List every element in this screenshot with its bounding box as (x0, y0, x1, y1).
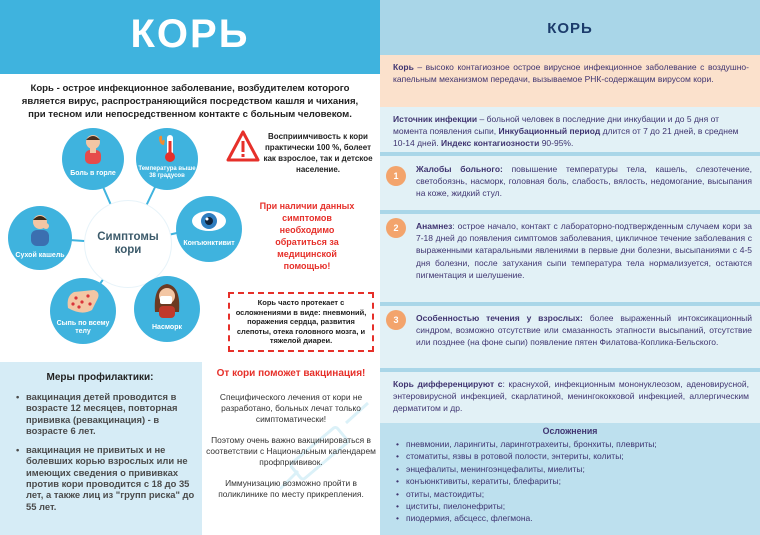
divider (380, 368, 760, 372)
left-title: КОРЬ (130, 12, 250, 56)
symptoms-hub (84, 200, 172, 288)
infection-source-text (393, 113, 749, 150)
rash-hand-icon (64, 286, 102, 316)
prevention-item: • вакцинация не привитых и не болевших корью взрослых или не имеющих сведения о прививках против кори проводится с 18 до 35 лет, а также лиц из "групп риска" до 55 лет. (16, 444, 196, 512)
runny-nose-icon (151, 282, 183, 318)
symptom-throat (62, 128, 124, 190)
complications-list (396, 438, 752, 525)
cough-icon (26, 214, 54, 246)
throat-pain-icon (80, 134, 106, 164)
symptom-conjunctivitis (176, 196, 242, 262)
item-number: 2 (386, 218, 406, 238)
vaccination-title: От кори поможет вакцинация! (216, 368, 366, 379)
symptom-cough (8, 206, 72, 270)
definition-body: – высоко контагиозное острое вирусное инфекционное заболевание с воздушно-капельным механизмом передачи, вызываемое РНК-содержащим вирусом кори. (393, 62, 749, 84)
symptom-temperature (136, 128, 198, 190)
symptoms-hub-label: Симптомы кори (97, 231, 159, 256)
source-body: – больной человек в последние дни инкубации и до 5 дня от момента появления сыпи, (393, 114, 720, 137)
complications-title: Осложнения (542, 426, 598, 436)
complaints-body: повышение температуры тела, кашель, слезотечение, светобоязнь, насморк, головная боль, слабость, вялость, недомогание, высыпания на коже, жидкий стул. (416, 164, 753, 199)
anamnesis-term: Анамнез (416, 221, 453, 231)
adult-course-body: более выраженный интоксикационный синдром, возможно отсутствие или смазанность этапности высыпаний, отсутствие или позднее (на фоне сыпи) появление пятен Филатова-Коплика-Бельского. (416, 313, 752, 348)
source-term: Источник инфекции (393, 114, 478, 124)
complications-note: Корь часто протекает с осложнениями в виде: пневмоний, поражения сердца, развития слепоты, отека головного мозга, и тяжелой диареи. (228, 292, 374, 352)
eye-icon (191, 209, 227, 233)
symptom-temperature-label: Температура выше 38 градусов (138, 166, 196, 179)
list-item: • пневмонии, ларингиты, ларинготрахеиты, бронхиты, плевриты; (396, 438, 752, 450)
susceptibility-note: Восприимчивость к кори практически 100 %, болеет как взрослое, так и детское население. (263, 132, 373, 174)
symptom-runny-nose-label: Насморк (152, 324, 182, 331)
incubation-body: длится от 7 до 21 дней, в среднем 10-14 дней. (393, 126, 739, 149)
adult-course-term: Особенностью течения у взрослых: (416, 313, 583, 323)
contagion-body: 90-95%. (539, 138, 574, 149)
incubation-term: Инкубационный период (498, 126, 601, 137)
thermometer-icon (154, 133, 180, 163)
complaints-term: Жалобы больного: (416, 164, 503, 174)
symptom-rash (50, 278, 116, 344)
symptom-rash-label: Сыпь по всему телу (56, 320, 110, 335)
adult-course-text (416, 312, 752, 349)
seek-help-note: При наличии данных симптомов необходимо обратиться за медицинской помощью! (259, 201, 355, 271)
differential-text (393, 378, 749, 415)
item-number: 3 (386, 310, 406, 330)
vaccination-paragraph: Поэтому очень важно вакцинироваться в соответствии с Национальным календарем профприививок. (206, 435, 376, 467)
item-number: 1 (386, 166, 406, 186)
symptom-runny-nose (134, 276, 200, 342)
symptom-cough-label: Сухой кашель (15, 252, 65, 259)
prevention-list (16, 391, 196, 520)
right-poster (380, 0, 760, 535)
right-title: КОРЬ (547, 20, 593, 37)
differential-body: : краснухой, инфекционным мононуклеозом, аденовирусной, энтеровирусной инфекцией, скарлатиной, менингококковой инфекцией, аллергическим дерматитом и др. (393, 379, 749, 414)
divider (380, 302, 760, 306)
prevention-item: • вакцинация детей проводится в возрасте 12 месяцев, повторная прививка (ревакцинация) - в возрасте 6 лет. (16, 391, 196, 436)
vaccination-paragraph: Иммунизацию возможно пройти в поликлинике по месту прикрепления. (218, 478, 364, 499)
anamnesis-text (416, 220, 752, 281)
definition-term: Корь (393, 62, 414, 72)
prevention-title: Меры профилактики: (46, 372, 154, 383)
list-item: • энцефалиты, менингоэнцефалиты, миелиты; (396, 463, 752, 475)
vaccination-text (206, 392, 376, 510)
left-intro: Корь - острое инфекционное заболевание, возбудителем которого является вирус, распространяющийся посредством кашля и чихания, при тесном или непосредственном контакте с больным человеком. (21, 83, 359, 120)
definition-text (393, 62, 749, 85)
symptom-conjunctivitis-label: Конъюнктивит (183, 240, 235, 247)
vaccination-paragraph: Специфического лечения от кори не разработано, больных лечат только симптоматически! (219, 392, 363, 424)
list-item: • циститы, пиелонефриты; (396, 500, 752, 512)
divider (380, 210, 760, 214)
list-item: • стоматиты, язвы в ротовой полости, энтериты, колиты; (396, 450, 752, 462)
list-item: • пиодермия, абсцесс, флегмона. (396, 512, 752, 524)
complaints-text (416, 163, 752, 200)
list-item: • отиты, мастоидиты; (396, 488, 752, 500)
differential-term: Корь дифференцируют с (393, 379, 503, 389)
list-item: • конъюнктивиты, кератиты, блефариты; (396, 475, 752, 487)
contagion-term: Индекс контагиозности (440, 138, 540, 149)
anamnesis-body: : острое начало, контакт с лабораторно-подтвержденным случаем кори за 7-18 дней до появления симптомов заболевания, цикличное течение заболевания с выраженными катаральными явлениями в первые дни болезни, высыпаниями с 4-5 дня болезни, после затухания сыпи температура тела нормализуется, остаются пигментация и шелушение. (416, 221, 752, 280)
divider (380, 152, 760, 156)
symptom-throat-label: Боль в горле (70, 170, 116, 177)
